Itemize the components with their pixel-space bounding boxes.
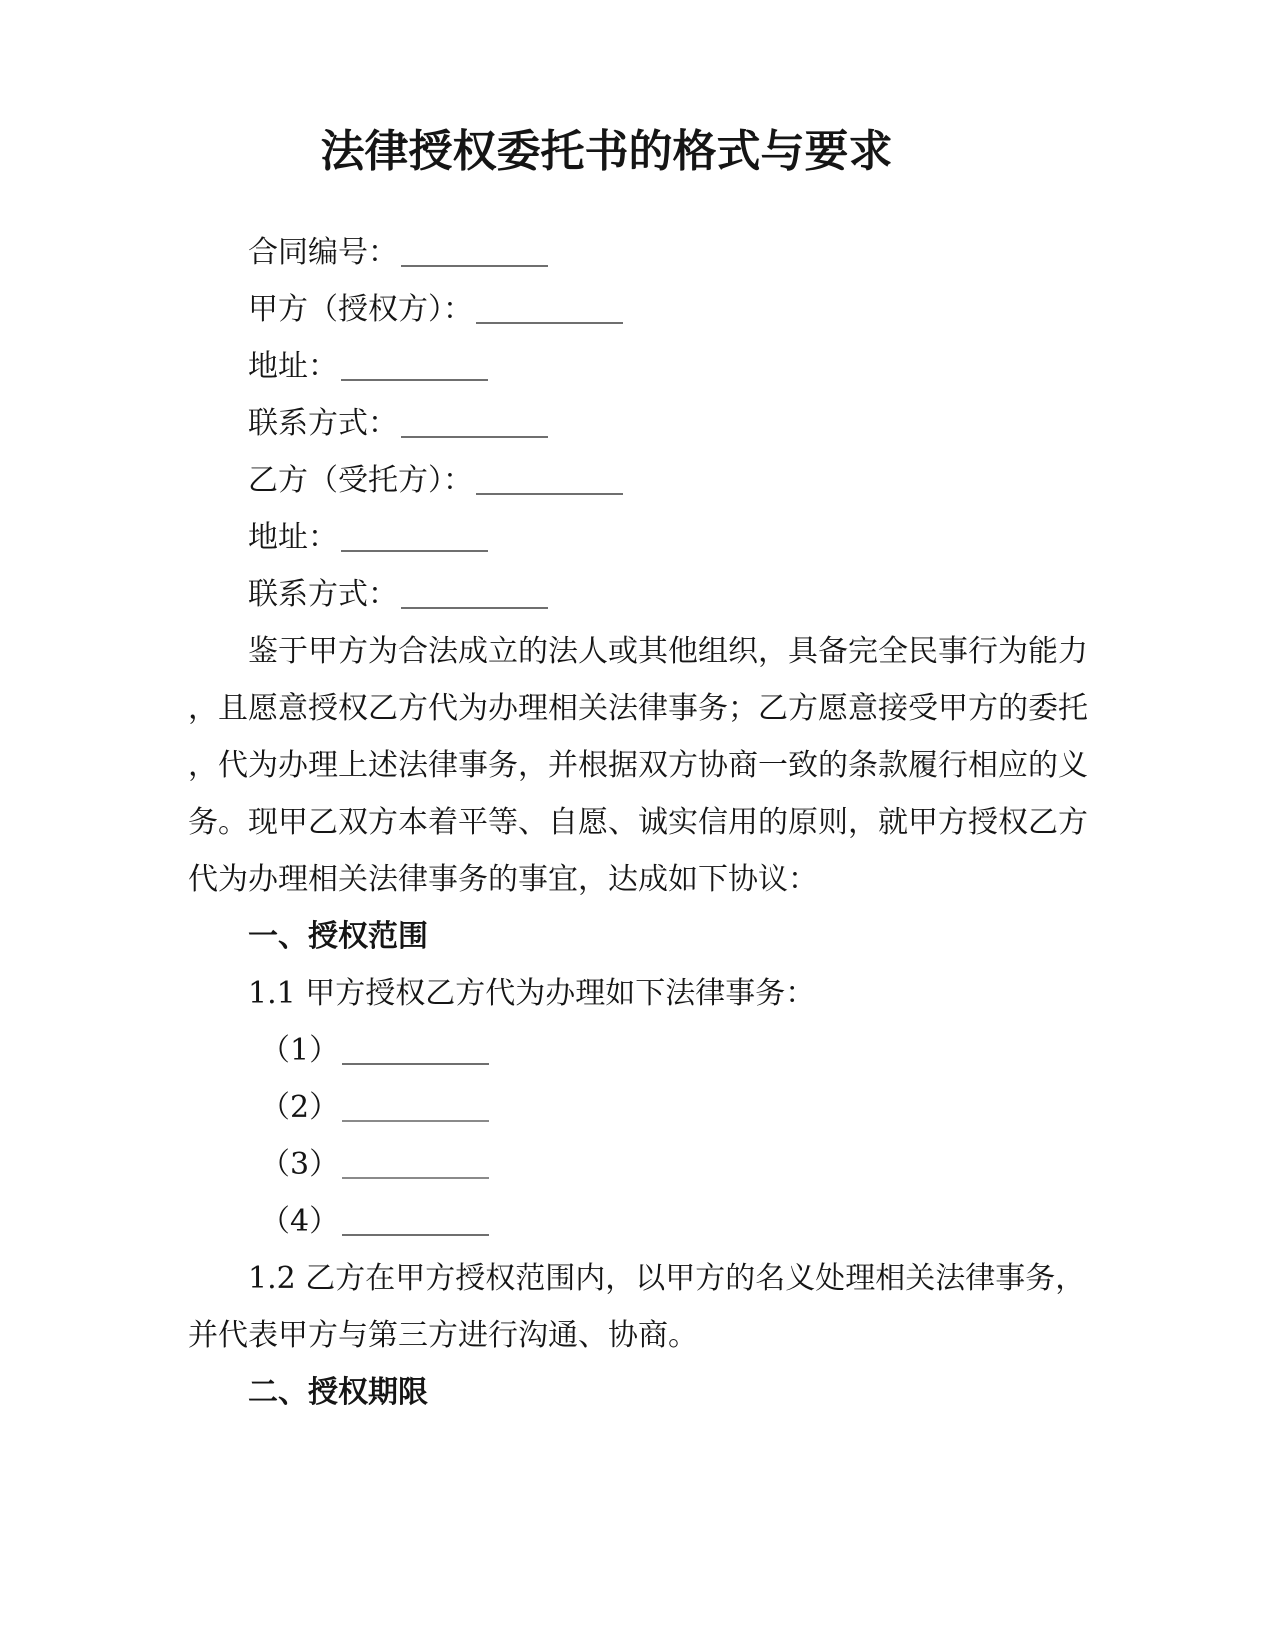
list-item-4 [188,1193,1025,1250]
list-item-1 [188,1022,1025,1079]
list-item-label: （1） [260,1033,340,1068]
blank-underline [342,1088,489,1122]
form-field-label: 合同编号： [248,235,398,270]
blank-underline [401,575,548,609]
clause-1-2-line: 1.2 乙方在甲方授权范围内，以甲方的名义处理相关法律事务， [248,1261,1086,1296]
blank-underline [476,290,623,324]
clause-1-1: 1.1 甲方授权乙方代为办理如下法律事务： [248,976,816,1011]
list-item-label: （2） [260,1090,340,1125]
blank-underline [342,1031,489,1065]
form-field-label: 联系方式： [248,577,398,612]
form-field-party-a-address [188,338,1025,395]
section-2-heading: 二、授权期限 [248,1375,428,1410]
preamble-line: 代为办理相关法律事务的事宜，达成如下协议： [188,862,818,897]
form-field-party-b-address [188,509,1025,566]
form-field-label: 甲方（授权方）： [248,292,473,327]
form-field-party-b [188,452,1025,509]
blank-underline [401,233,548,267]
section-1-heading: 一、授权范围 [248,919,428,954]
form-field-label: 乙方（受托方）： [248,463,473,498]
form-field-contract-number [188,224,1025,281]
blank-underline [342,1145,489,1179]
list-item-3 [188,1136,1025,1193]
blank-underline [401,404,548,438]
form-field-party-a-contact [188,395,1025,452]
list-item-label: （4） [260,1204,340,1239]
blank-underline [342,1202,489,1236]
preamble-line: ，且愿意授权乙方代为办理相关法律事务；乙方愿意接受甲方的委托 [188,691,1088,726]
preamble-line: 鉴于甲方为合法成立的法人或其他组织，具备完全民事行为能力 [248,634,1088,669]
form-field-label: 地址： [248,520,338,555]
blank-underline [476,461,623,495]
form-field-label: 联系方式： [248,406,398,441]
preamble-line: ，代为办理上述法律事务，并根据双方协商一致的条款履行相应的义 [188,748,1088,783]
list-item-2 [188,1079,1025,1136]
blank-underline [341,347,488,381]
list-item-label: （3） [260,1147,340,1182]
blank-underline [341,518,488,552]
clause-1-2-line: 并代表甲方与第三方进行沟通、协商。 [188,1318,698,1353]
form-field-party-b-contact [188,566,1025,623]
document-title: 法律授权委托书的格式与要求 [320,126,893,177]
preamble-line: 务。现甲乙双方本着平等、自愿、诚实信用的原则，就甲方授权乙方 [188,805,1088,840]
form-field-label: 地址： [248,349,338,384]
form-field-party-a [188,281,1025,338]
